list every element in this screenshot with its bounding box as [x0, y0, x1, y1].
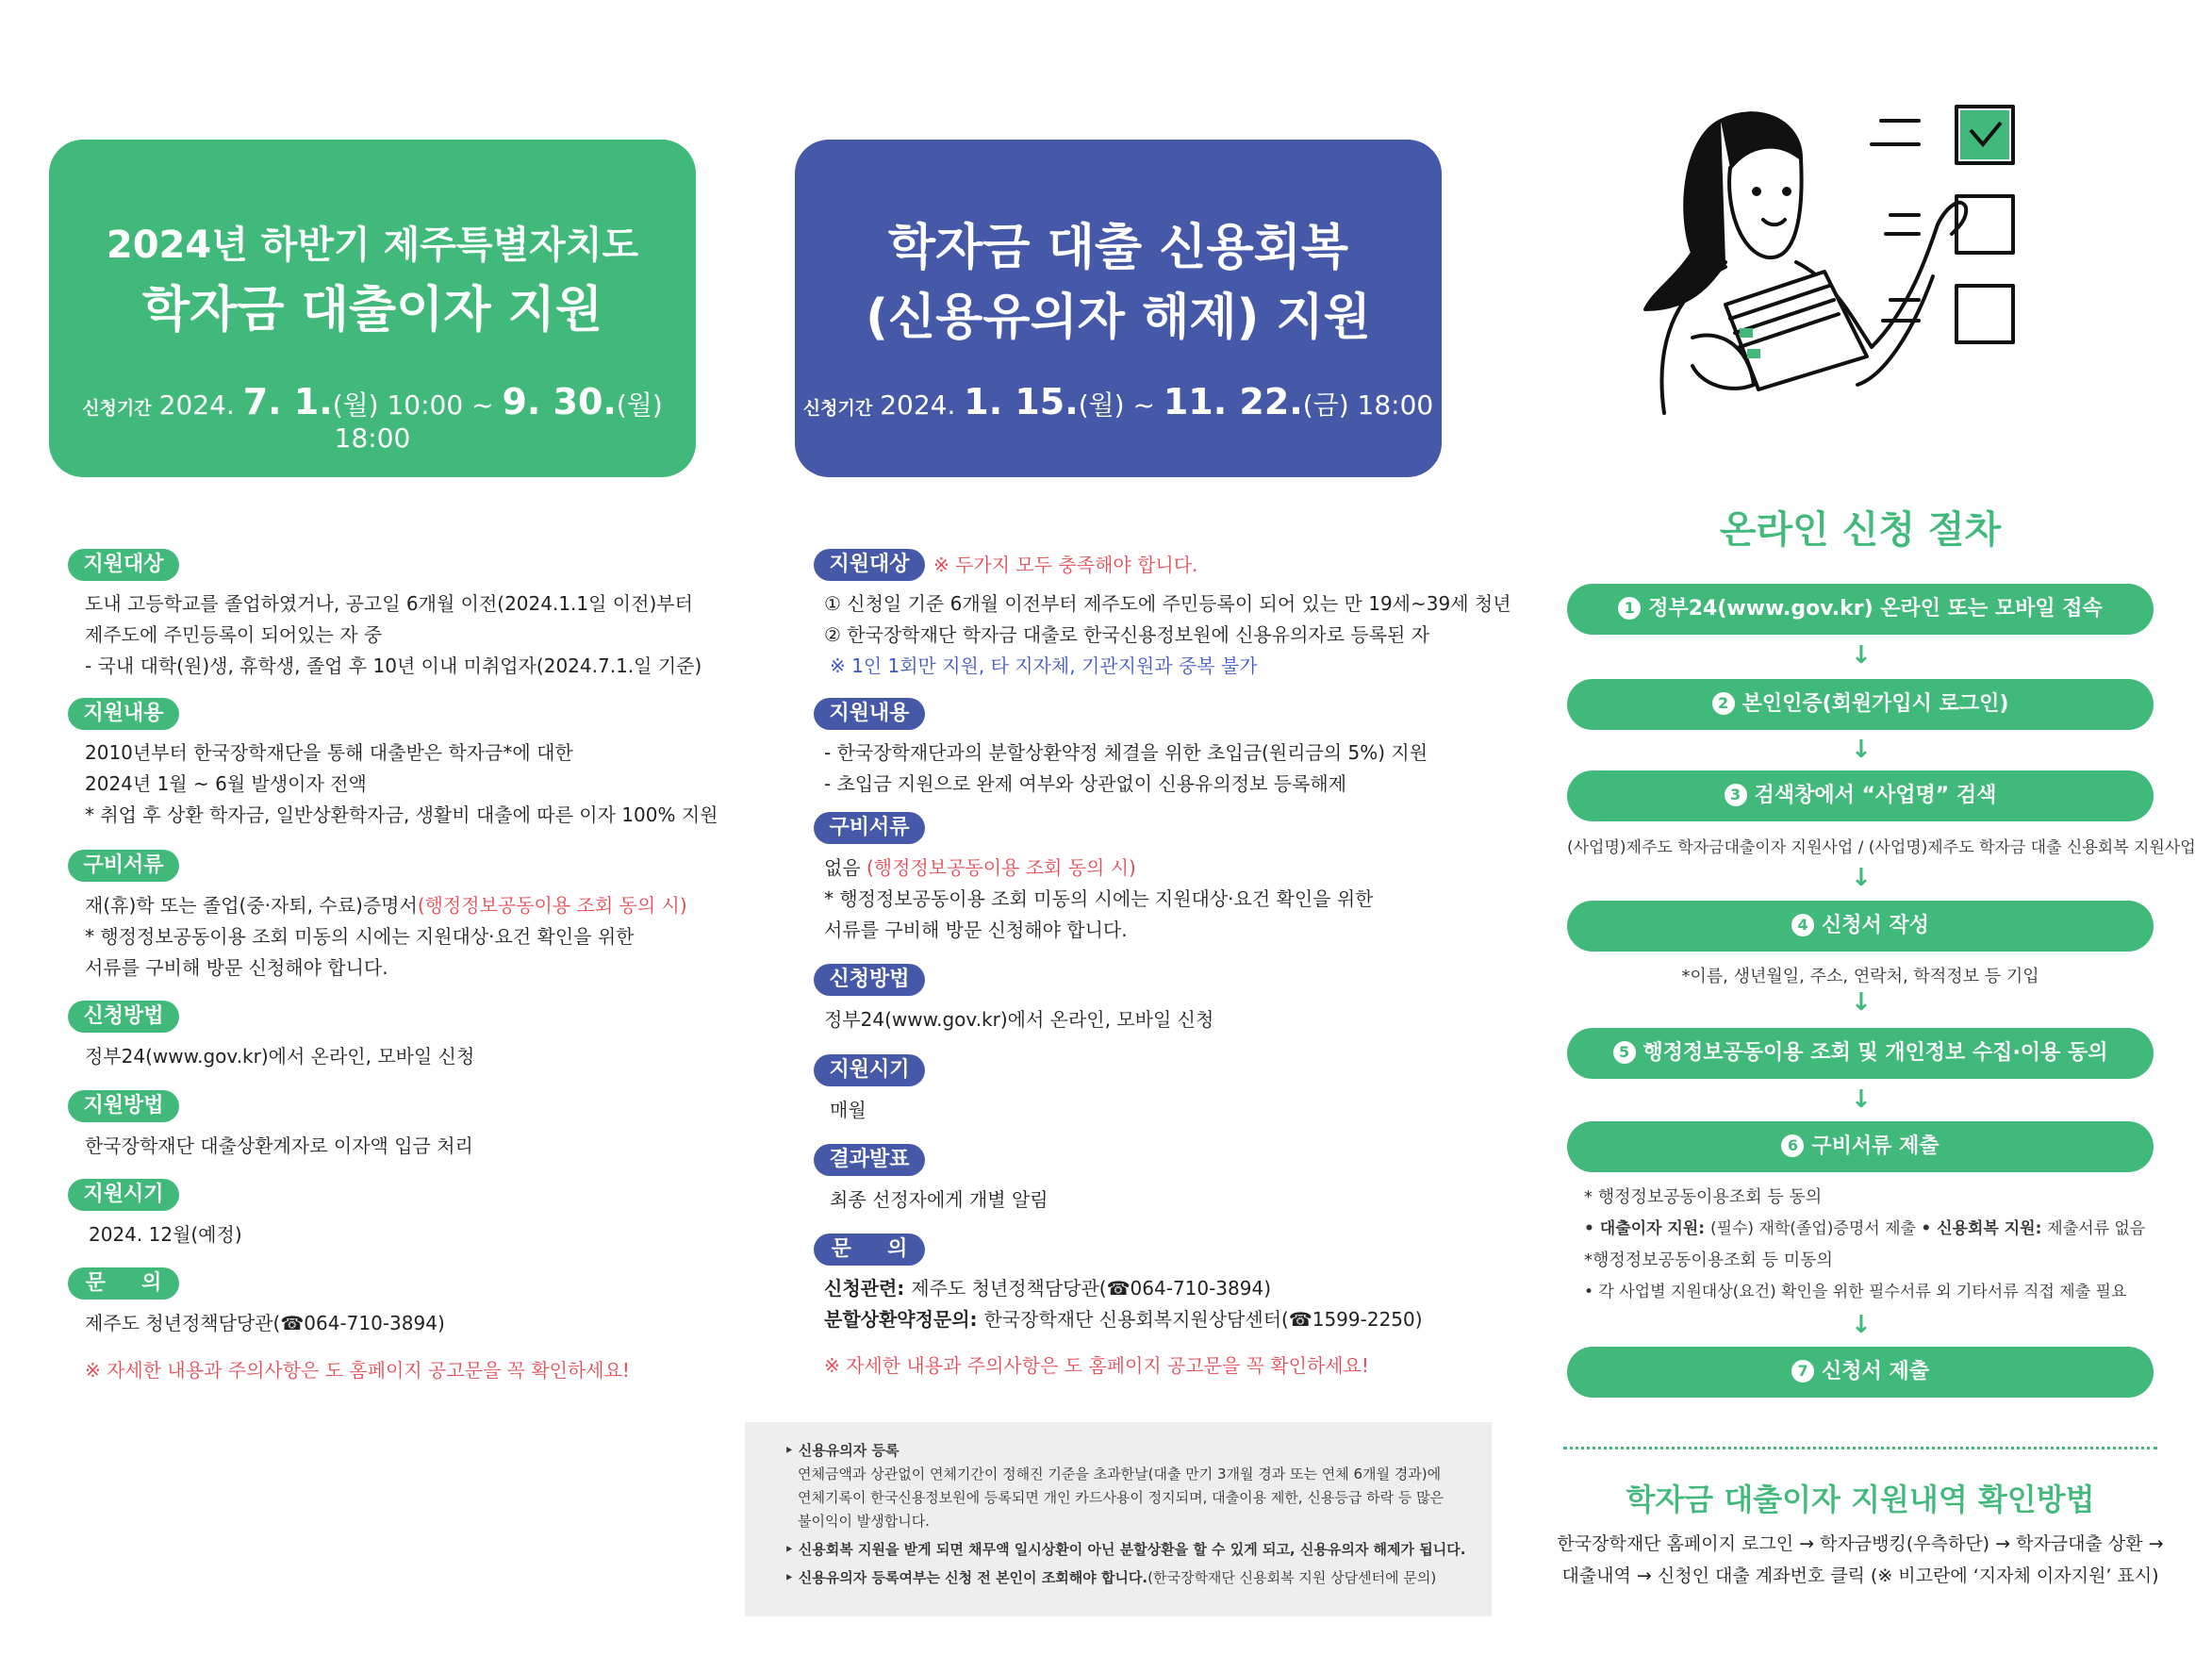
left-time-1: 2024. 12월(예정)	[89, 1223, 242, 1246]
header-card-credit-recovery	[795, 140, 1442, 477]
left-way-1: 한국장학재단 대출상환계자로 이자액 입금 처리	[85, 1134, 473, 1157]
docs-text: 재(휴)학 또는 졸업(중·자퇴, 수료)증명서	[85, 894, 418, 917]
mid-content-1: - 한국장학재단과의 분할상환약정 체결을 위한 초입금(원리금의 5%) 지원	[824, 741, 1428, 764]
period-start-day: (월) ~	[1078, 389, 1155, 421]
left-method-1: 정부24(www.gov.kr)에서 온라인, 모바일 신청	[85, 1045, 475, 1068]
left-target-1: 도내 고등학교를 졸업하였거나, 공고일 6개월 이전(2024.1.1일 이전)부터	[85, 592, 693, 615]
arrow-down-icon: ↓	[1851, 736, 1872, 764]
card-title-line1: 2024년 하반기 제주특별자치도	[106, 224, 639, 267]
mid-footer-note: ※ 자세한 내용과 주의사항은 도 홈페이지 공고문을 꼭 확인하세요!	[824, 1354, 1369, 1377]
mid-docs-2: * 행정정보공동이용 조회 미동의 시에는 지원대상·요건 확인을 위한	[824, 887, 1374, 910]
docs-consent-note: (행정정보공동이용 조회 동의 시)	[417, 894, 687, 917]
period-start: 1. 15.	[964, 381, 1079, 422]
mid-target-3: ※ 1인 1회만 지원, 타 지자체, 기관지원과 중복 불가	[830, 654, 1258, 677]
badge-target: 지원대상	[68, 549, 179, 581]
step-number: 6	[1781, 1134, 1804, 1157]
left-footer-note: ※ 자세한 내용과 주의사항은 도 홈페이지 공고문을 꼭 확인하세요!	[85, 1359, 630, 1382]
box-line-3: 연체기록이 한국신용정보원에 등록되면 개인 카드사용이 정지되며, 대출이용 제한, 신용등급 하락 등 많은	[798, 1489, 1444, 1506]
box-line-6-main: ‣ 신용유의자 등록여부는 신청 전 본인이 조회해야 합니다.	[784, 1569, 1148, 1586]
period-year: 2024.	[880, 389, 956, 421]
mid-inquiry-1	[824, 1273, 1271, 1304]
step-label: 행정정보공동이용 조회 및 개인정보 수집·이용 동의	[1642, 1041, 2108, 1065]
period-end: 9. 30.	[502, 381, 617, 422]
card-title-line2: 학자금 대출이자 지원	[141, 282, 603, 339]
flow-step-1	[1567, 584, 2154, 635]
check-method-title: 학자금 대출이자 지원내역 확인방법	[1626, 1482, 2095, 1517]
period-start: 7. 1.	[242, 381, 333, 422]
flow-step-4	[1567, 901, 2154, 952]
card-title-line1: 학자금 대출 신용회복	[887, 220, 1349, 276]
inquiry-contact: 한국장학재단 신용회복지원상담센터(☎1599-2250)	[983, 1308, 1423, 1331]
badge-result: 결과발표	[814, 1144, 925, 1176]
flow-step-6	[1567, 1121, 2154, 1172]
woman-checklist-illustration	[1636, 102, 2070, 441]
dotted-divider	[1563, 1447, 2157, 1449]
mid-method-1: 정부24(www.gov.kr)에서 온라인, 모바일 신청	[824, 1008, 1214, 1031]
badge-inquiry: 문 의	[814, 1234, 925, 1266]
arrow-down-icon: ↓	[1851, 864, 1872, 892]
left-content-3: * 취업 후 상환 학자금, 일반상환학자금, 생활비 대출에 따른 이자 100% 지원	[85, 803, 718, 826]
mid-target-note: ※ 두가지 모두 충족해야 합니다.	[933, 554, 1198, 576]
flow-step-5	[1567, 1028, 2154, 1079]
badge-inquiry: 문 의	[68, 1267, 179, 1300]
box-line-4: 불이익이 발생합니다.	[798, 1513, 930, 1530]
check-method-line-1: 한국장학재단 홈페이지 로그인 → 학자금뱅킹(우측하단) → 학자금대출 상환 →	[1557, 1533, 2164, 1554]
left-content-1: 2010년부터 한국장학재단을 통해 대출받은 학자금*에 대한	[85, 741, 573, 764]
arrow-down-icon: ↓	[1851, 988, 1872, 1017]
step-label: 구비서류 제출	[1811, 1134, 1940, 1158]
flow-title: 온라인 신청 절차	[1719, 508, 2002, 552]
arrow-down-icon: ↓	[1851, 641, 1872, 670]
flow-note-6-extra: • 각 사업별 지원대상(요건) 확인을 위한 필수서류 외 기타서류 직접 제출 필요	[1584, 1283, 2127, 1301]
box-line-6-note: (한국장학재단 신용회복 지원 상담센터에 문의)	[1147, 1569, 1437, 1586]
inquiry-contact: 제주도 청년정책담당관(☎064-710-3894)	[911, 1277, 1272, 1300]
mid-result-1: 최종 선정자에게 개별 알림	[830, 1188, 1048, 1211]
badge-content: 지원내용	[68, 698, 179, 730]
mid-docs-1	[824, 853, 1136, 884]
docs-consent-note: (행정정보공동이용 조회 동의 시)	[867, 856, 1136, 879]
badge-target: 지원대상	[814, 549, 925, 581]
left-content-2: 2024년 1월 ~ 6월 발생이자 전액	[85, 772, 367, 795]
docs-text: 없음	[824, 856, 867, 879]
docs-credit-value: 제출서류 없음	[2047, 1219, 2146, 1238]
inquiry-label: 신청관련:	[824, 1277, 912, 1300]
mid-target-1: ① 신청일 기준 6개월 이전부터 제주도에 주민등록이 되어 있는 만 19세~39세 청년	[824, 592, 1511, 615]
badge-way: 지원방법	[68, 1090, 179, 1122]
step-label: 본인인증(회원가입시 로그인)	[1742, 692, 2009, 716]
period-end-time: (금) 18:00	[1302, 389, 1434, 421]
period-end: 11. 22.	[1163, 381, 1303, 422]
mid-docs-3: 서류를 구비해 방문 신청해야 합니다.	[824, 919, 1128, 941]
step-number: 7	[1791, 1360, 1814, 1383]
badge-content: 지원내용	[814, 698, 925, 730]
step-label: 정부24(www.gov.kr) 온라인 또는 모바일 접속	[1648, 597, 2103, 621]
arrow-down-icon: ↓	[1851, 1311, 1872, 1339]
period-start-time: (월) 10:00 ~	[332, 389, 494, 421]
box-line-6	[784, 1566, 1436, 1590]
step-number: 1	[1618, 597, 1641, 620]
step-label: 신청서 제출	[1822, 1360, 1929, 1383]
arrow-down-icon: ↓	[1851, 1085, 1872, 1114]
left-docs-3: 서류를 구비해 방문 신청해야 합니다.	[85, 956, 388, 979]
flow-step-7	[1567, 1347, 2154, 1398]
flow-note-6-consent: * 행정정보공동이용조회 등 동의	[1584, 1187, 1823, 1207]
step-label: 검색창에서 “사업명” 검색	[1754, 784, 1997, 807]
badge-method: 신청방법	[814, 964, 925, 996]
flow-note-4: *이름, 생년월일, 주소, 연락처, 학적정보 등 기입	[1681, 967, 2039, 986]
left-docs-1	[85, 890, 687, 921]
docs-interest-value: (필수) 재학(졸업)증명서 제출	[1709, 1219, 1922, 1238]
box-line-5: ‣ 신용회복 지원을 받게 되면 채무액 일시상환이 아닌 분할상환을 할 수 있게 되고, 신용유의자 해제가 됩니다.	[784, 1541, 1466, 1558]
card-title-line2: (신용유의자 해제) 지원	[866, 290, 1371, 346]
badge-time: 지원시기	[68, 1179, 179, 1211]
mid-content-2: - 초입금 지원으로 완제 여부와 상관없이 신용유의정보 등록해제	[824, 772, 1347, 795]
period-year: 2024.	[158, 389, 235, 421]
step-number: 3	[1725, 784, 1747, 806]
mid-time-1: 매월	[830, 1099, 867, 1121]
check-method-line-2: 대출내역 → 신청인 대출 계좌번호 클릭 (※ 비고란에 ‘지자체 이자지원’ 표시)	[1561, 1565, 2159, 1586]
box-line-2: 연체금액과 상관없이 연체기간이 정해진 기준을 초과한날(대출 만기 3개월 경과 또는 연체 6개월 경과)에	[798, 1466, 1442, 1482]
docs-credit-label: • 신용회복 지원:	[1921, 1219, 2048, 1238]
badge-method: 신청방법	[68, 1001, 179, 1033]
step-number: 2	[1712, 692, 1735, 715]
mid-inquiry-2	[824, 1304, 1423, 1335]
flow-note-6-noconsent: *행정정보공동이용조회 등 미동의	[1584, 1250, 1833, 1270]
badge-docs: 구비서류	[68, 850, 179, 882]
left-docs-2: * 행정정보공동이용 조회 미동의 시에는 지원대상·요건 확인을 위한	[85, 925, 635, 948]
step-number: 5	[1613, 1041, 1636, 1064]
flow-note-6-docs	[1584, 1215, 2145, 1243]
inquiry-label: 분할상환약정문의:	[824, 1308, 984, 1331]
badge-time: 지원시기	[814, 1054, 925, 1086]
step-label: 신청서 작성	[1822, 914, 1929, 937]
flow-note-3: (사업명)제주도 학자금대출이자 지원사업 / (사업명)제주도 학자금 대출 신용회복 지원사업	[1567, 838, 2196, 857]
period-end-time: (월) 18:00	[334, 389, 663, 454]
header-card-interest-support	[49, 140, 696, 477]
period-label: 신청기간	[82, 398, 152, 419]
left-inquiry-1: 제주도 청년정책담당관(☎064-710-3894)	[85, 1312, 445, 1334]
badge-docs: 구비서류	[814, 812, 925, 844]
flow-step-3	[1567, 770, 2154, 821]
left-target-2: 제주도에 주민등록이 되어있는 자 중	[85, 623, 383, 646]
box-heading: ‣ 신용유의자 등록	[784, 1442, 900, 1459]
mid-target-2: ② 한국장학재단 학자금 대출로 한국신용정보원에 신용유의자로 등록된 자	[824, 623, 1430, 646]
step-number: 4	[1791, 914, 1814, 936]
card-period	[49, 381, 696, 454]
left-target-3: - 국내 대학(원)생, 휴학생, 졸업 후 10년 이내 미취업자(2024.7.1.일 기준)	[85, 654, 702, 677]
docs-interest-label: • 대출이자 지원:	[1584, 1219, 1710, 1238]
card-period	[795, 381, 1442, 422]
period-label: 신청기간	[802, 398, 873, 419]
flow-step-2	[1567, 679, 2154, 730]
